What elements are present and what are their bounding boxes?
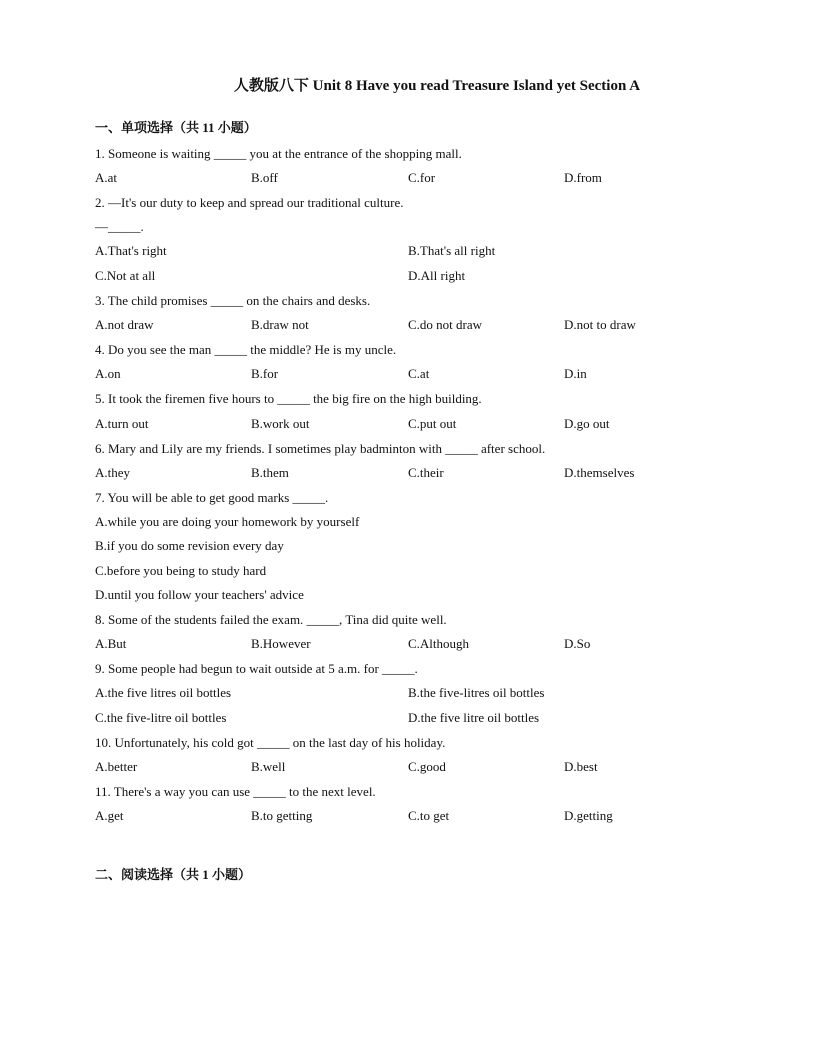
- question-4-stem: 4. Do you see the man _____ the middle? He is my uncle.: [95, 342, 397, 357]
- question-5-option-a: A.turn out: [95, 416, 149, 431]
- question-1-stem: 1. Someone is waiting _____ you at the entrance of the shopping mall.: [95, 146, 462, 161]
- question-10-stem: 10. Unfortunately, his cold got _____ on the last day of his holiday.: [95, 735, 446, 750]
- question-7-option-c: C.before you being to study hard: [95, 563, 267, 578]
- question-4-option-b: B.for: [251, 366, 279, 381]
- question-9-option-a: A.the five litres oil bottles: [95, 685, 232, 700]
- question-11-option-a: A.get: [95, 808, 124, 823]
- question-4-option-c: C.at: [408, 366, 430, 381]
- question-2-option-b: B.That's all right: [408, 243, 496, 258]
- question-10-option-a: A.better: [95, 759, 138, 774]
- question-2-stem-response: —_____.: [95, 219, 144, 234]
- question-6-option-b: B.them: [251, 465, 289, 480]
- question-3-option-a: A.not draw: [95, 317, 154, 332]
- question-5-option-b: B.work out: [251, 416, 310, 431]
- question-7-stem: 7. You will be able to get good marks _____.: [95, 490, 329, 505]
- question-8-option-d: D.So: [564, 636, 591, 651]
- page-title: 人教版八下 Unit 8 Have you read Treasure Island yet Section A: [233, 78, 641, 94]
- question-6-option-d: D.themselves: [564, 465, 635, 480]
- question-4-option-d: D.in: [564, 366, 587, 381]
- question-2-option-d: D.All right: [408, 268, 466, 283]
- question-7-option-a: A.while you are doing your homework by yourself: [95, 514, 360, 529]
- question-5-option-d: D.go out: [564, 416, 610, 431]
- question-8-option-b: B.However: [251, 636, 311, 651]
- question-10-option-b: B.well: [251, 759, 286, 774]
- question-2-stem: 2. —It's our duty to keep and spread our traditional culture.: [95, 195, 404, 210]
- question-6-option-c: C.their: [408, 465, 444, 480]
- question-1-option-d: D.from: [564, 170, 602, 185]
- question-3-option-d: D.not to draw: [564, 317, 636, 332]
- section-heading-multiple-choice: 一、单项选择（共 11 小题）: [95, 120, 257, 135]
- question-5-option-c: C.put out: [408, 416, 457, 431]
- question-6-option-a: A.they: [95, 465, 131, 480]
- question-10-option-c: C.good: [408, 759, 446, 774]
- question-8-option-a: A.But: [95, 636, 127, 651]
- section-heading-reading: 二、阅读选择（共 1 小题）: [95, 867, 252, 882]
- question-9-option-d: D.the five litre oil bottles: [408, 710, 540, 725]
- question-11-stem: 11. There's a way you can use _____ to the next level.: [95, 784, 376, 799]
- question-8-option-c: C.Although: [408, 636, 470, 651]
- question-5-stem: 5. It took the firemen five hours to _____ the big fire on the high building.: [95, 391, 482, 406]
- question-8-stem: 8. Some of the students failed the exam. _____, Tina did quite well.: [95, 612, 447, 627]
- question-9-option-b: B.the five-litres oil bottles: [408, 685, 545, 700]
- question-11-option-d: D.getting: [564, 808, 613, 823]
- question-9-option-c: C.the five-litre oil bottles: [95, 710, 227, 725]
- question-2-option-c: C.Not at all: [95, 268, 156, 283]
- question-6-stem: 6. Mary and Lily are my friends. I sometimes play badminton with _____ after school.: [95, 441, 546, 456]
- question-7-option-b: B.if you do some revision every day: [95, 538, 284, 553]
- question-3-option-c: C.do not draw: [408, 317, 483, 332]
- question-11-option-c: C.to get: [408, 808, 450, 823]
- question-1-option-b: B.off: [251, 170, 278, 185]
- question-11-option-b: B.to getting: [251, 808, 313, 823]
- question-2-option-a: A.That's right: [95, 243, 167, 258]
- question-3-option-b: B.draw not: [251, 317, 309, 332]
- question-3-stem: 3. The child promises _____ on the chairs and desks.: [95, 293, 371, 308]
- question-7-option-d: D.until you follow your teachers' advice: [95, 587, 304, 602]
- question-1-option-c: C.for: [408, 170, 436, 185]
- question-9-stem: 9. Some people had begun to wait outside at 5 a.m. for _____.: [95, 661, 418, 676]
- question-1-option-a: A.at: [95, 170, 118, 185]
- question-4-option-a: A.on: [95, 366, 121, 381]
- question-10-option-d: D.best: [564, 759, 598, 774]
